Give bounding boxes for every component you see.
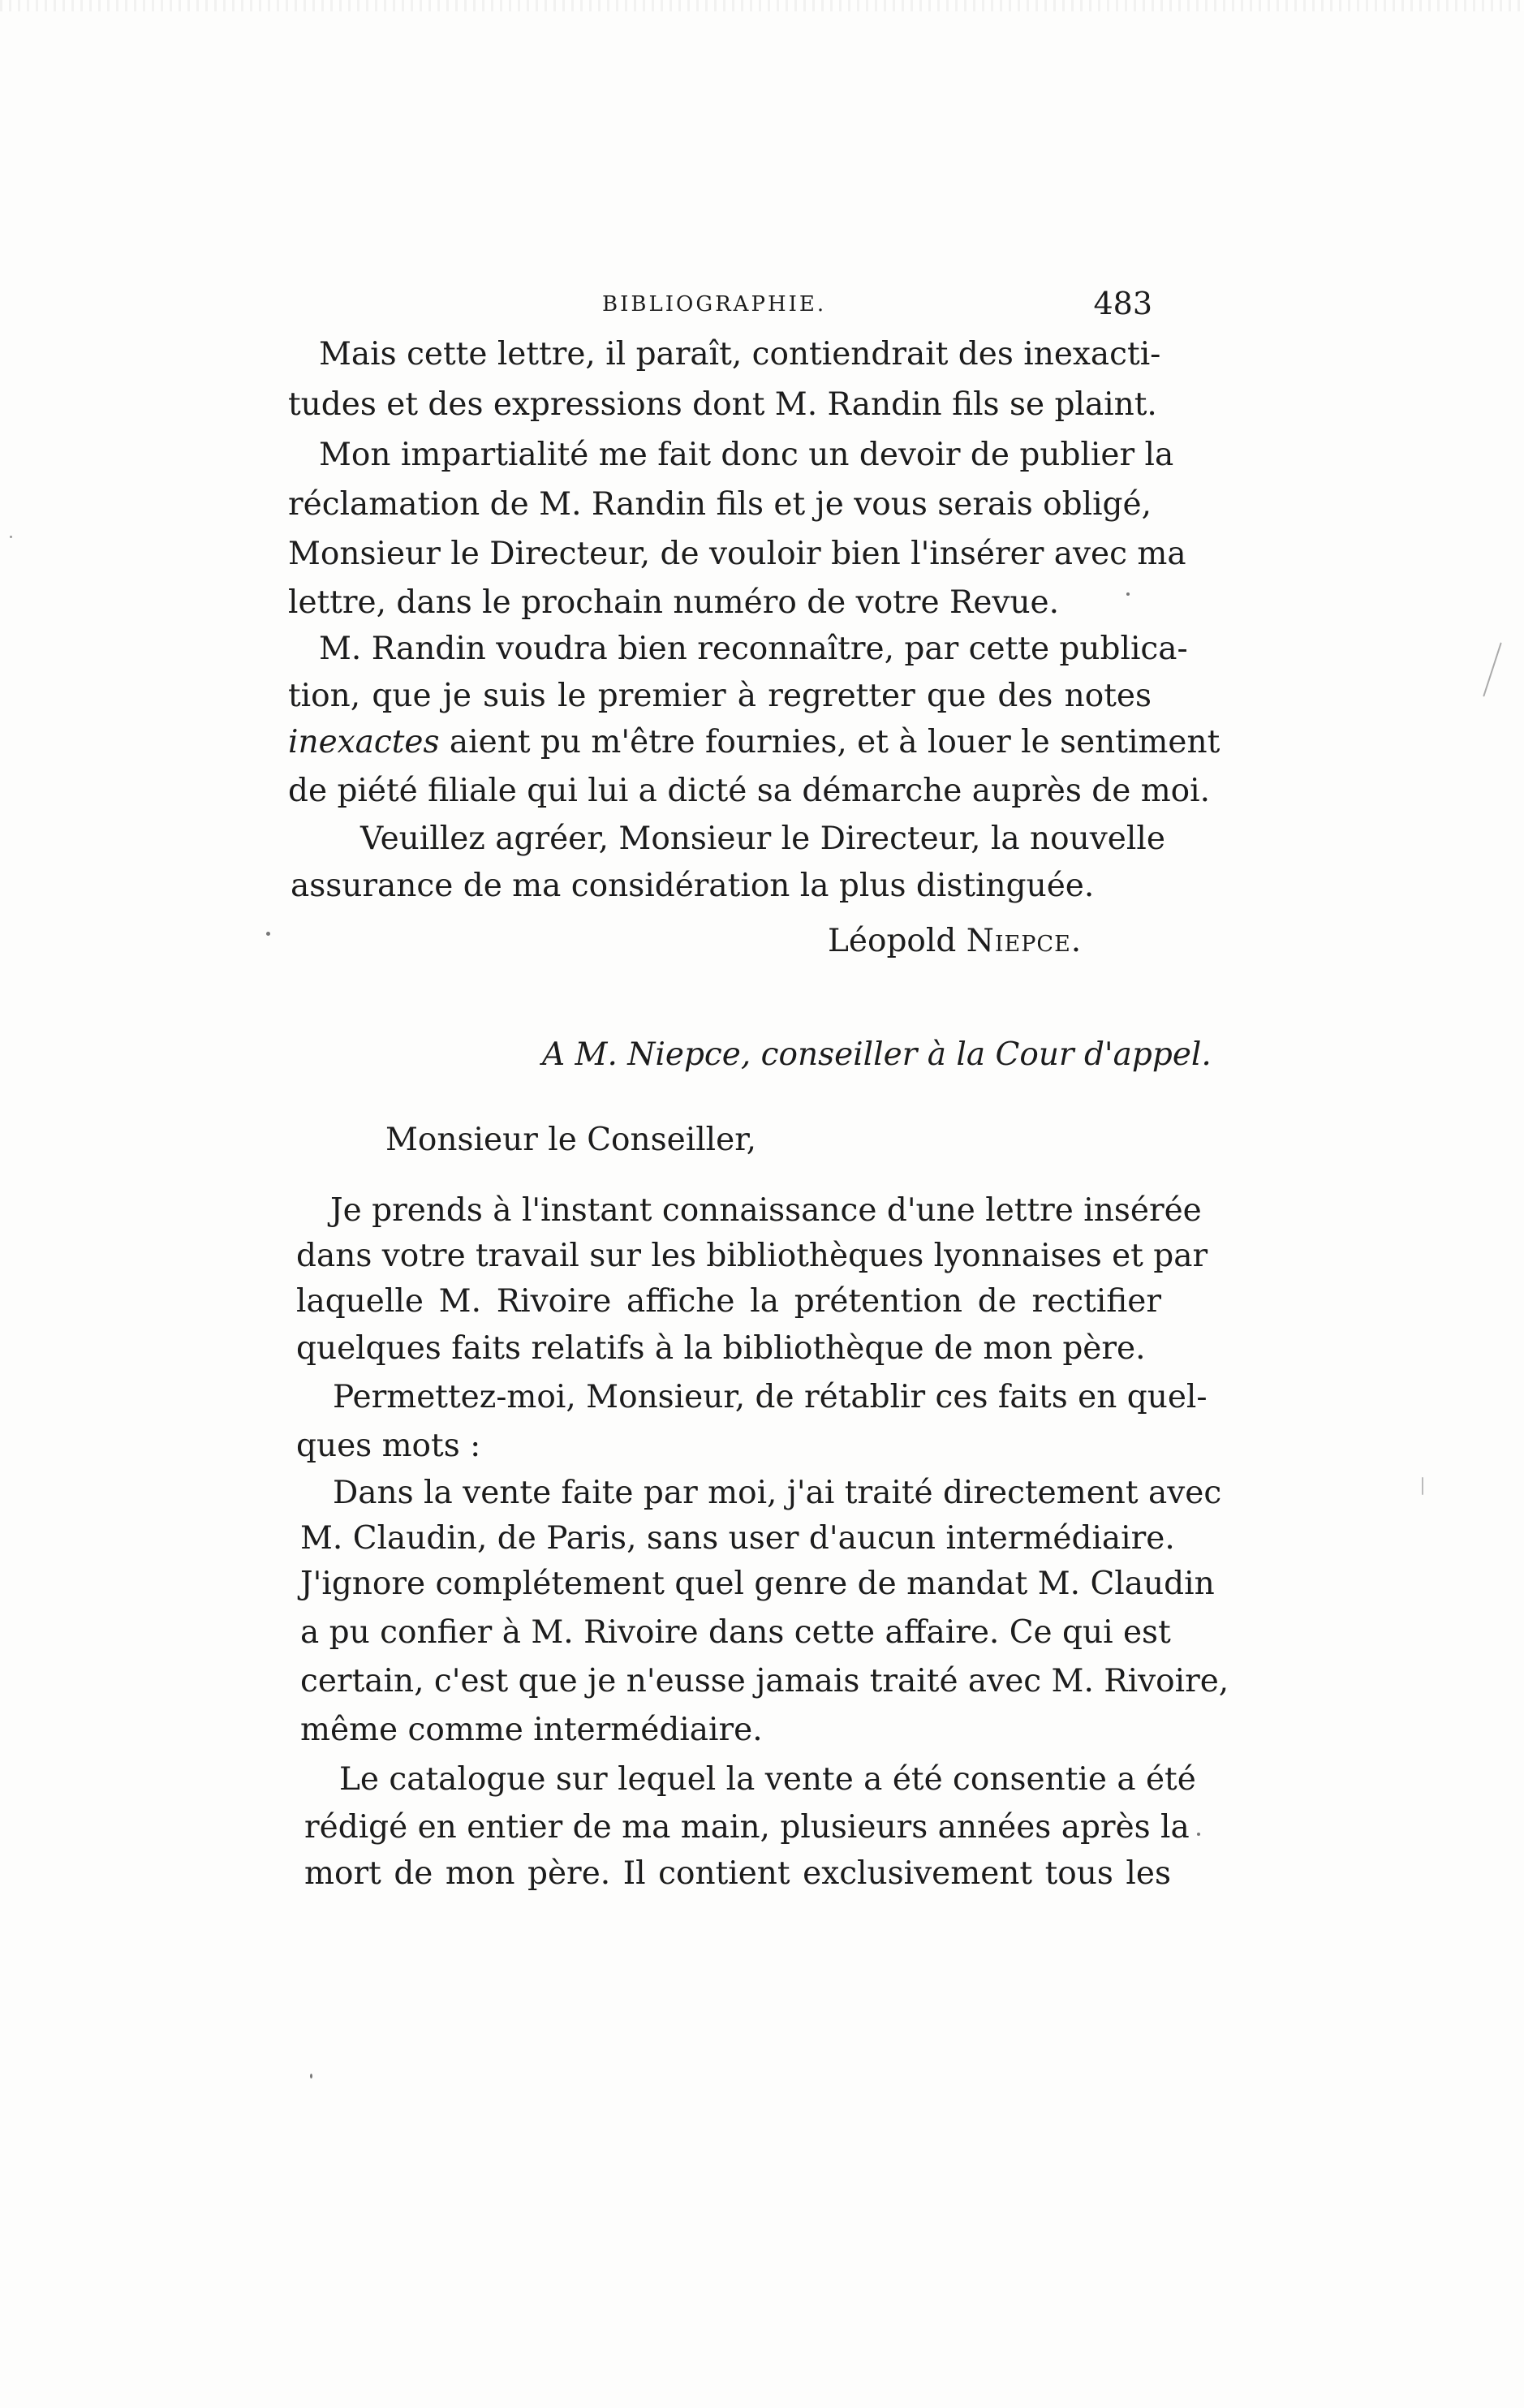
text-line: a pu confier à M. Rivoire dans cette affaire. Ce qui est bbox=[300, 1614, 1171, 1651]
text-line bbox=[288, 722, 1220, 763]
text-line: dans votre travail sur les bibliothèques lyonnaises et par bbox=[296, 1238, 1208, 1274]
scan-speck bbox=[1197, 1833, 1200, 1836]
running-head bbox=[288, 286, 1152, 326]
scan-speck bbox=[10, 536, 12, 538]
text-line: Monsieur le Directeur, de vouloir bien l'insérer avec ma bbox=[288, 536, 1186, 572]
running-title: BIBLIOGRAPHIE. bbox=[602, 292, 827, 317]
text-line: rédigé en entier de ma main, plusieurs années après la bbox=[304, 1809, 1190, 1846]
salutation: Monsieur le Conseiller, bbox=[385, 1122, 756, 1158]
text-line: Je prends à l'instant connaissance d'une lettre insérée bbox=[330, 1192, 1202, 1229]
letter-address: A M. Niepce, conseiller à la Cour d'appel. bbox=[542, 1036, 1212, 1073]
text-line: quelques faits relatifs à la bibliothèque de mon père. bbox=[296, 1330, 1146, 1367]
scan-speck bbox=[1126, 592, 1130, 596]
text-line: Le catalogue sur lequel la vente a été consentie a été bbox=[339, 1761, 1196, 1798]
text-line: réclamation de M. Randin fils et je vous serais obligé, bbox=[288, 486, 1152, 523]
text-line: tudes et des expressions dont M. Randin fils se plaint. bbox=[288, 386, 1157, 423]
text-line: M. Randin voudra bien reconnaître, par cette publica- bbox=[319, 631, 1188, 667]
text-line: tion, que je suis le premier à regretter que des notes bbox=[288, 678, 1152, 714]
text-line: assurance de ma considération la plus distinguée. bbox=[291, 868, 1095, 904]
text-line: Mon impartialité me fait donc un devoir de publier la bbox=[319, 437, 1174, 473]
text-line: mort de mon père. Il contient exclusivement tous les bbox=[304, 1855, 1171, 1892]
signature-last-name: Niepce. bbox=[966, 923, 1083, 959]
text-line: lettre, dans le prochain numéro de votre Revue. bbox=[288, 584, 1060, 621]
text-line: de piété filiale qui lui a dicté sa démarche auprès de moi. bbox=[288, 773, 1211, 809]
text-line: même comme intermédiaire. bbox=[300, 1712, 763, 1748]
page-number: 483 bbox=[1093, 286, 1152, 321]
text-line: laquelle M. Rivoire affiche la prétention de rectifier bbox=[296, 1283, 1161, 1320]
text-line: Permettez-moi, Monsieur, de rétablir ces faits en quel- bbox=[333, 1379, 1208, 1415]
scan-mark bbox=[1422, 1477, 1423, 1495]
scan-edge-noise bbox=[0, 0, 1524, 11]
signature bbox=[828, 921, 1082, 962]
text-fragment: aient pu m'être fournies, et à louer le sentiment bbox=[439, 724, 1220, 760]
text-line: ques mots : bbox=[296, 1428, 481, 1464]
scan-mark bbox=[1483, 642, 1502, 696]
text-line: J'ignore complétement quel genre de mandat M. Claudin bbox=[300, 1566, 1215, 1602]
text-line: M. Claudin, de Paris, sans user d'aucun intermédiaire. bbox=[300, 1520, 1175, 1557]
scan-speck bbox=[310, 2074, 312, 2078]
text-line: Dans la vente faite par moi, j'ai traité directement avec bbox=[333, 1475, 1222, 1511]
signature-first-name: Léopold bbox=[828, 923, 966, 959]
text-line: Veuillez agréer, Monsieur le Directeur, la nouvelle bbox=[360, 821, 1165, 857]
text-line: certain, c'est que je n'eusse jamais traité avec M. Rivoire, bbox=[300, 1663, 1229, 1699]
text-line: Mais cette lettre, il paraît, contiendrait des inexacti- bbox=[319, 336, 1161, 373]
scan-speck bbox=[266, 932, 270, 936]
italic-word: inexactes bbox=[288, 724, 440, 760]
